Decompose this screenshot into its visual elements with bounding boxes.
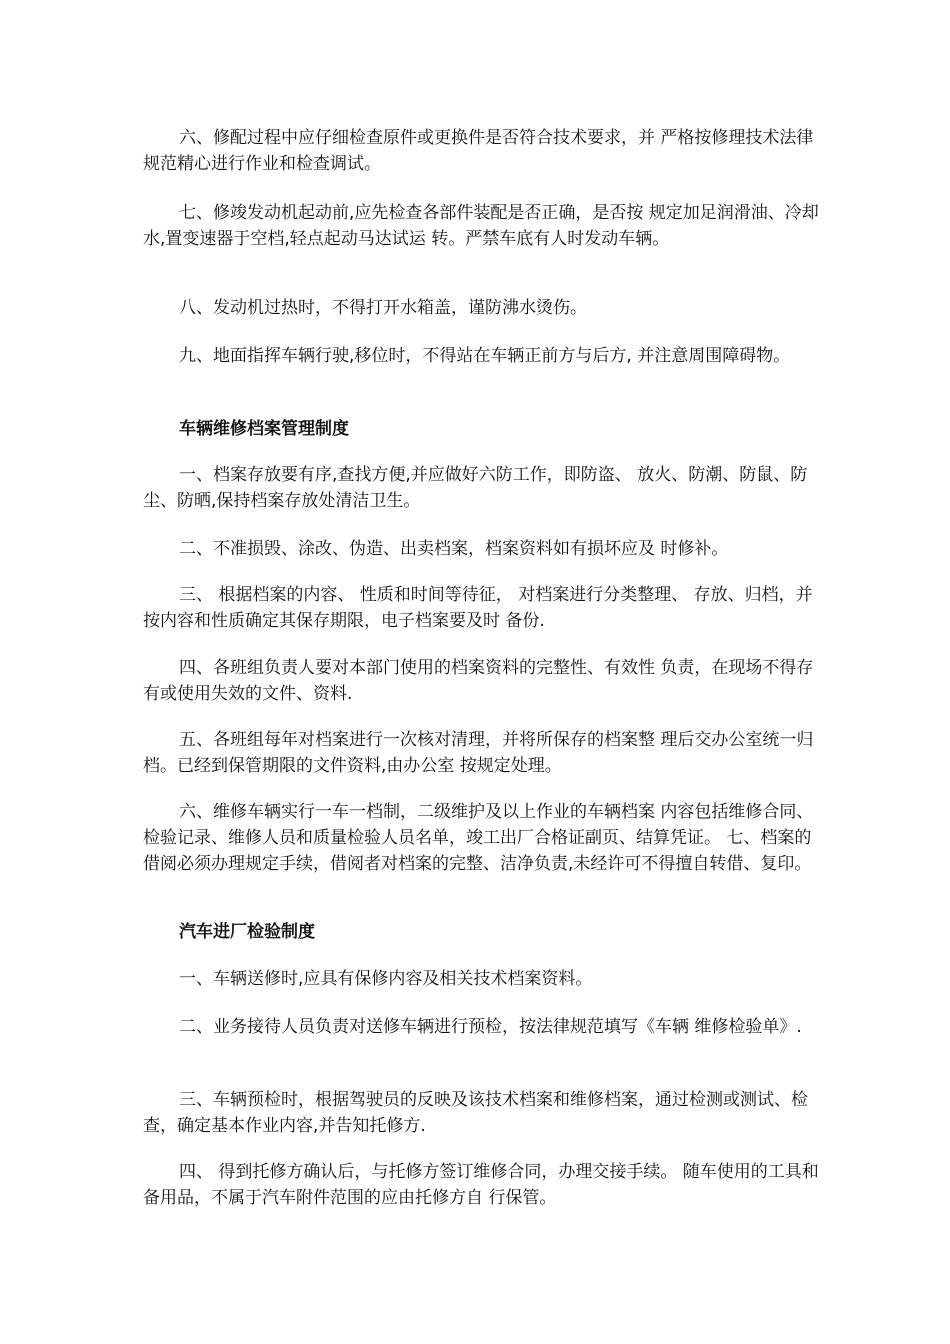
paragraph: 八、发动机过热时，不得打开水箱盖，谨防沸水烫伤。 xyxy=(179,298,587,318)
paragraph: 九、地面指挥车辆行驶,移位时，不得站在车辆正前方与后方, 并注意周围障碍物。 xyxy=(179,346,791,366)
paragraph: 四、各班组负责人要对本部门使用的档案资料的完整性、有效性 负责，在现场不得存有或使用失效的文件、资料. xyxy=(143,658,814,704)
paragraph: 四、 得到托修方确认后，与托修方签订维修合同，办理交接手续。 随车使用的工具和备用品，不属于汽车附件范围的应由托修方自 行保管。 xyxy=(143,1162,819,1208)
paragraph: 五、各班组每年对档案进行一次核对清理，并将所保存的档案整 理后交办公室统一归档。已经到保管期限的文件资料,由办公室 按规定处理。 xyxy=(143,730,814,776)
paragraph: 一、档案存放要有序,查找方便,并应做好六防工作，即防盗、 放火、防潮、防鼠、防尘、防晒,保持档案存放处清洁卫生。 xyxy=(143,465,808,511)
paragraph: 二、业务接待人员负责对送修车辆进行预检，按法律规范填写《车辆 维修检验单》. xyxy=(179,1017,802,1037)
section-heading: 车辆维修档案管理制度 xyxy=(179,419,349,439)
paragraph: 六、维修车辆实行一车一档制，二级维护及以上作业的车辆档案 内容包括维修合同、检验记录、维修人员和质量检验人员名单，竣工出厂合格证副页、结算凭证。 七、档案的借阅必须办理规定手续，借阅者对档案的完整、洁净负责,未经许可不得擅自转借、复印。 xyxy=(143,802,814,874)
paragraph: 六、修配过程中应仔细检查原件或更换件是否符合技术要求，并 严格按修理技术法律规范精心进行作业和检查调试。 xyxy=(143,128,814,174)
paragraph: 二、不准损毁、涂改、伪造、出卖档案，档案资料如有损坏应及 时修补。 xyxy=(179,539,729,559)
section-heading: 汽车进厂检验制度 xyxy=(179,922,315,942)
paragraph: 三、 根据档案的内容、 性质和时间等待征， 对档案进行分类整理、 存放、归档，并按内容和性质确定其保存期限，电子档案要及时 备份. xyxy=(143,585,813,631)
paragraph: 一、车辆送修时,应具有保修内容及相关技术档案资料。 xyxy=(179,969,593,989)
paragraph: 三、车辆预检时，根据驾驶员的反映及该技术档案和维修档案，通过检测或测试、检查，确定基本作业内容,并告知托修方. xyxy=(143,1090,808,1136)
paragraph: 七、修竣发动机起动前,应先检查各部件装配是否正确，是否按 规定加足润滑油、冷却水,置变速器于空档,轻点起动马达试运 转。严禁车底有人时发动车辆。 xyxy=(143,203,819,249)
